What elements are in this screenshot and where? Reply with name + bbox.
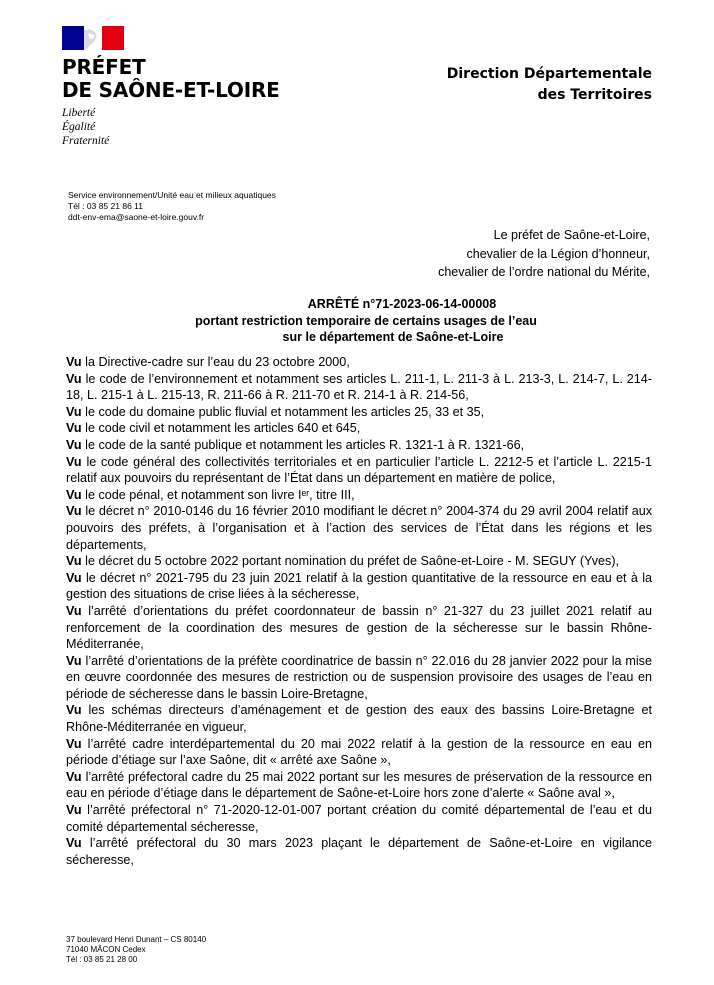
visa-label: Vu	[66, 736, 82, 751]
footer-city: 71040 MÂCON Cedex	[66, 945, 146, 954]
visa-text: le décret du 5 octobre 2022 portant nomination du préfet de Saône-et-Loire - M. SEGUY (Yves),	[81, 554, 620, 569]
visa-text: l’arrêté cadre interdépartemental du 20 mai 2022 relatif à la gestion de la ressource en eau en période d’étiage sur l’axe Saône, dit « arrêté axe Saône »,	[66, 736, 652, 768]
visa-item	[66, 702, 652, 735]
visa-label: Vu	[66, 570, 82, 585]
visa-text: l’arrêté préfectoral cadre du 25 mai 2022 portant sur les mesures de préservation de la ressource en eau en période d’étiage dans le département de Saône-et-Loire hors zone d’alerte « Saône aval »,	[66, 769, 652, 801]
visa-item	[66, 437, 652, 454]
visa-item	[66, 404, 652, 421]
visa-item	[66, 354, 652, 371]
arrete-subject: portant restriction temporaire de certains usages de l’eau	[195, 313, 537, 328]
visa-item	[66, 570, 652, 603]
visa-text: le décret n° 2021-795 du 23 juin 2021 relatif à la gestion quantitative de la ressource en eau et à la gestion des situations de crise liées à la sécheresse,	[66, 570, 652, 602]
visa-item	[66, 420, 652, 437]
visa-label: Vu	[66, 769, 82, 784]
visa-label: Vu	[66, 836, 82, 851]
arrete-title	[0, 296, 714, 346]
direction-line2: des Territoires	[537, 87, 652, 103]
visa-label: Vu	[66, 554, 82, 569]
visa-text: le code de la santé publique et notamment les articles R. 1321-1 à R. 1321-66,	[81, 437, 525, 452]
devise	[62, 106, 109, 148]
visa-item	[66, 603, 652, 653]
visa-text: le code du domaine public fluvial et notamment les articles 25, 33 et 35,	[81, 404, 485, 419]
visa-item	[66, 736, 652, 769]
visa-item	[66, 371, 652, 404]
visa-text: le décret n° 2010-0146 du 16 février 2010 modifiant le décret n° 2004-374 du 29 avril 2004 relatif aux pouvoirs des préfets, à l’organisation et à l’action des services de l’État dans les régions et les départements,	[66, 504, 652, 552]
visa-item	[66, 487, 652, 504]
visa-text: le code civil et notamment les articles 640 et 645,	[81, 421, 361, 436]
visa-item	[66, 454, 652, 487]
visa-item	[66, 503, 652, 553]
visa-item	[66, 653, 652, 703]
visa-item	[66, 802, 652, 835]
visa-label: Vu	[66, 653, 82, 668]
service-contact	[68, 190, 298, 223]
marianne-logo	[62, 26, 124, 50]
visa-text: le code de l’environnement et notamment ses articles L. 211-1, L. 211-3 à L. 213-3, L. 214-7, L. 214-18, L. 215-1 à L. 215-13, R. 211-66 à R. 211-70 et R. 214-1 à R. 214-56,	[66, 371, 652, 403]
visa-text: l’arrêté préfectoral du 30 mars 2023 plaçant le département de Saône-et-Loire en vigilance sécheresse,	[66, 836, 652, 867]
visa-label: Vu	[66, 504, 82, 519]
footer-tel: Tél : 03 85 21 28 00	[66, 955, 138, 964]
visa-text: l’arrêté préfectoral n° 71-2020-12-01-007 portant création du comité départemental de l’eau et du comité départemental sécheresse,	[66, 803, 652, 834]
visa-label: Vu	[66, 703, 82, 718]
visa-text: le code général des collectivités territoriales et en particulier l’article L. 2212-5 et l’article L. 2215-1 relatif aux pouvoirs du représentant de l’État dans un département en matière de police,	[66, 454, 652, 486]
service-name: Service environnement/Unité eau et milieux aquatiques	[68, 190, 276, 200]
visa-text: la Directive-cadre sur l’eau du 23 octobre 2000,	[81, 355, 350, 369]
prefet-title	[62, 56, 280, 102]
visa-label: Vu	[66, 487, 82, 502]
visa-item	[66, 835, 652, 868]
prefet-title-line1: PRÉFET	[62, 55, 146, 79]
signatory-block	[438, 226, 650, 282]
prefet-title-line2: DE SAÔNE-ET-LOIRE	[62, 78, 280, 102]
direction-title	[447, 64, 652, 106]
signatory-line: chevalier de l’ordre national du Mérite,	[438, 265, 650, 279]
visa-text: l’arrêté d’orientations de la préfète coordinatrice de bassin n° 22.016 du 28 janvier 2022 pour la mise en œuvre coordonnée des mesures de restriction ou de suspension provisoire des usages de l’eau en période de sécheresse dans le bassin Loire-Bretagne,	[66, 653, 652, 701]
signatory-line: Le préfet de Saône-et-Loire,	[493, 228, 650, 242]
visa-item	[66, 553, 652, 570]
visa-item	[66, 769, 652, 802]
arrete-number: ARRÊTÉ n°71-2023-06-14-00008	[307, 297, 497, 311]
devise-fraternite: Fraternité	[62, 135, 110, 147]
service-email[interactable]: ddt-env-ema@saone-et-loire.gouv.fr	[68, 212, 205, 222]
direction-line1: Direction Départementale	[446, 66, 652, 82]
devise-liberte: Liberté	[62, 107, 96, 119]
service-tel: Tél : 03 85 21 86 11	[68, 201, 143, 211]
visa-label: Vu	[66, 603, 82, 618]
visa-label: Vu	[66, 355, 82, 369]
visa-label: Vu	[66, 371, 82, 386]
visa-label: Vu	[66, 437, 82, 452]
arrete-scope: sur le département de Saône-et-Loire	[282, 330, 504, 344]
footer-street: 37 boulevard Henri Dunant – CS 80140	[66, 935, 207, 944]
signatory-line: chevalier de la Légion d’honneur,	[466, 246, 650, 261]
footer-address	[66, 935, 206, 965]
visa-label: Vu	[66, 803, 82, 818]
visa-text: le code pénal, et notamment son livre Iᵉʳ, titre III,	[81, 487, 355, 502]
visa-label: Vu	[66, 421, 82, 436]
visa-text: l’arrêté d’orientations du préfet coordonnateur de bassin n° 21-327 du 23 juillet 2021 relatif au renforcement de la coordination des mesures de gestion de la sécheresse sur le bassin Rhône-Méditerranée,	[66, 603, 652, 652]
visa-text: les schémas directeurs d’aménagement et de gestion des eaux des bassins Loire-Bretagne et Rhône-Méditerranée en vigueur,	[66, 703, 652, 735]
devise-egalite: Égalité	[62, 121, 96, 133]
visa-label: Vu	[66, 404, 82, 419]
visas-list	[66, 354, 652, 868]
visa-label: Vu	[66, 454, 82, 469]
